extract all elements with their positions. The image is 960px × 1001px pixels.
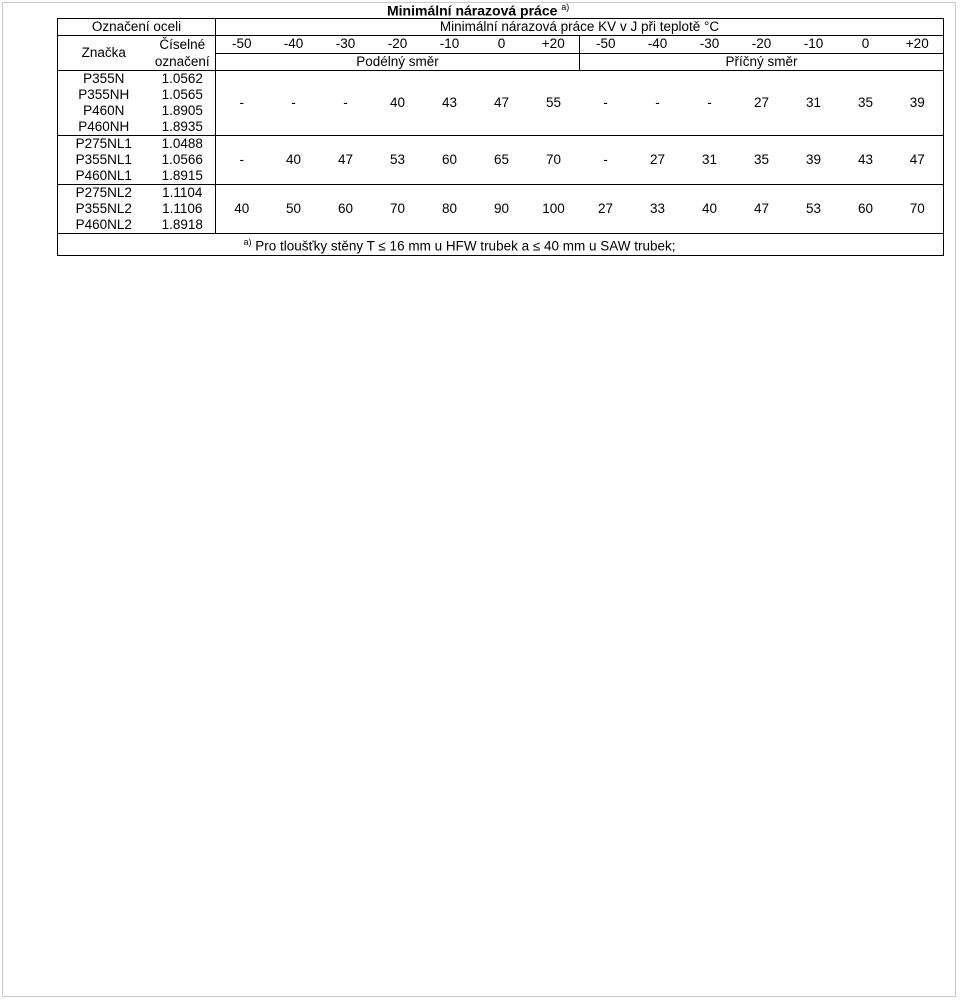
impact-value: 53 (788, 185, 840, 234)
steel-number: 1.1104 (162, 185, 203, 200)
impact-value: - (684, 71, 736, 136)
impact-value: 70 (372, 185, 424, 234)
steel-grade: P355NH (58, 87, 150, 103)
temperature-header: -30 (320, 36, 372, 54)
impact-value: 60 (320, 185, 372, 234)
temperature-header: -40 (632, 36, 684, 54)
impact-value: 31 (788, 71, 840, 136)
temperature-header: -20 (736, 36, 788, 54)
impact-value: - (580, 71, 632, 136)
steel-number: 1.8935 (150, 119, 216, 136)
steel-grade: P460NH (58, 119, 150, 136)
footnote-spacer (58, 234, 216, 256)
table-row (58, 185, 944, 202)
steel-designation-header: Označení oceli (58, 19, 216, 36)
impact-value: 100 (528, 185, 580, 234)
longitudinal-header: Podélný směr (216, 53, 580, 71)
impact-value: 60 (424, 136, 476, 185)
impact-value: 40 (216, 185, 268, 234)
impact-value: 35 (736, 136, 788, 185)
steel-number: 1.0562 (161, 71, 203, 86)
number-header (150, 36, 216, 71)
impact-value: 50 (268, 185, 320, 234)
temperature-header: 0 (840, 36, 892, 54)
steel-grade: P275NL2 (58, 185, 150, 202)
steel-grade: P355NL1 (58, 152, 150, 168)
impact-energy-header: Minimální nárazová práce KV v J při teplotě °C (216, 19, 944, 36)
steel-number: 1.8905 (161, 103, 203, 118)
temperature-header: -30 (684, 36, 736, 54)
impact-value: 31 (684, 136, 736, 185)
steel-number: 1.1106 (162, 201, 203, 216)
steel-grade: P275NL1 (58, 136, 150, 153)
steel-grade: P460NL1 (58, 168, 150, 185)
impact-value: - (580, 136, 632, 185)
impact-value: 39 (892, 71, 944, 136)
table-row (58, 136, 944, 153)
footnote-text: Pro tloušťky stěny T ≤ 16 mm u HFW trubek a ≤ 40 mm u SAW trubek; (255, 238, 676, 254)
temperature-header: -20 (372, 36, 424, 54)
grade-header: Značka (58, 36, 150, 71)
impact-value: 65 (476, 136, 528, 185)
impact-value: 40 (684, 185, 736, 234)
impact-value: 35 (840, 71, 892, 136)
title-text: Minimální nárazová práce (387, 2, 558, 19)
temperature-header: 0 (476, 36, 528, 54)
footnote-row (58, 234, 944, 256)
impact-value: 27 (736, 71, 788, 136)
header-row-2 (58, 36, 944, 54)
impact-value: 70 (528, 136, 580, 185)
impact-value: 43 (840, 136, 892, 185)
steel-number: 1.0565 (161, 87, 203, 102)
impact-value: 27 (632, 136, 684, 185)
transverse-header: Příčný směr (580, 53, 944, 71)
impact-value: 40 (268, 136, 320, 185)
steel-grade: P355N (58, 71, 150, 88)
impact-value: 90 (476, 185, 528, 234)
impact-value: 47 (892, 136, 944, 185)
impact-value: - (632, 71, 684, 136)
temperature-header: +20 (528, 36, 580, 54)
impact-value: - (268, 71, 320, 136)
steel-number: 1.8918 (150, 217, 216, 234)
number-header-line-1: Číselné (159, 37, 206, 52)
impact-value: 47 (736, 185, 788, 234)
temperature-header: -10 (788, 36, 840, 54)
number-header-line-2: označení (154, 54, 210, 69)
table-row (58, 71, 944, 88)
steel-number: 1.8915 (150, 168, 216, 185)
header-row-1 (58, 19, 944, 36)
impact-value: - (216, 71, 268, 136)
impact-value: 47 (320, 136, 372, 185)
footnote (216, 234, 944, 256)
temperature-header: +20 (892, 36, 944, 54)
temperature-header: -40 (268, 36, 320, 54)
impact-value: 53 (372, 136, 424, 185)
impact-value: 60 (840, 185, 892, 234)
impact-value: 33 (632, 185, 684, 234)
temperature-header: -50 (580, 36, 632, 54)
steel-number: 1.0566 (161, 152, 203, 167)
title-superscript: a) (561, 2, 570, 12)
impact-energy-table (57, 18, 944, 256)
impact-value: 47 (476, 71, 528, 136)
impact-value: - (320, 71, 372, 136)
impact-value: 70 (892, 185, 944, 234)
impact-value: 43 (424, 71, 476, 136)
impact-value: 39 (788, 136, 840, 185)
temperature-header: -50 (216, 36, 268, 54)
footnote-marker: a) (243, 237, 252, 247)
impact-value: 80 (424, 185, 476, 234)
impact-value: 40 (372, 71, 424, 136)
steel-grade: P355NL2 (58, 201, 150, 217)
impact-value: 55 (528, 71, 580, 136)
steel-grade: P460N (58, 103, 150, 119)
impact-value: - (216, 136, 268, 185)
table-title (387, 2, 569, 19)
steel-grade: P460NL2 (58, 217, 150, 234)
steel-number: 1.0488 (161, 136, 203, 151)
impact-value: 27 (580, 185, 632, 234)
temperature-header: -10 (424, 36, 476, 54)
